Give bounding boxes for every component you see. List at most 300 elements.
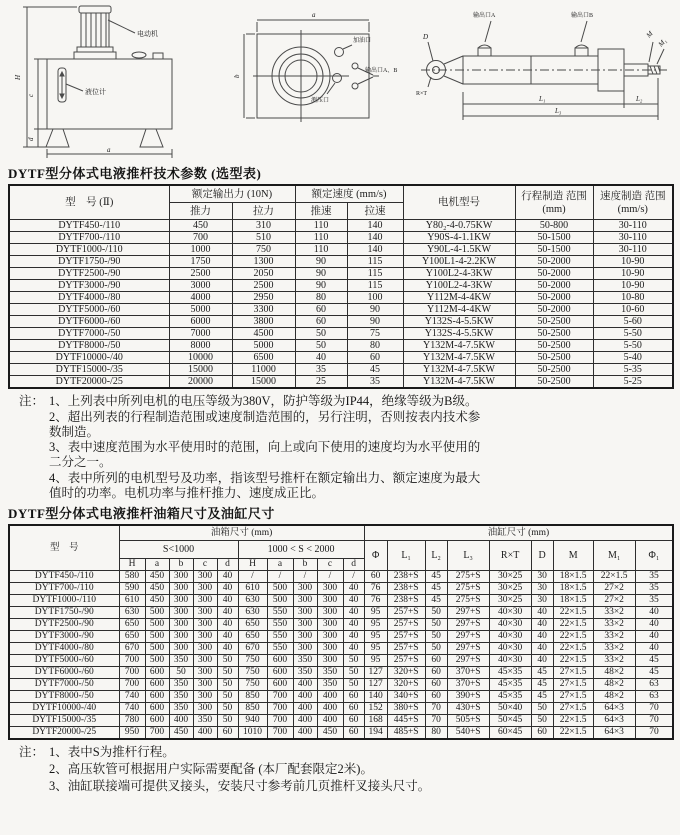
value-cell: 7000 xyxy=(169,328,232,340)
value-cell: 35 xyxy=(635,595,673,607)
value-cell: 60 xyxy=(343,703,364,715)
value-cell: 40 xyxy=(343,607,364,619)
model-cell: DYTF3000-/90 xyxy=(9,280,169,292)
value-cell: 940 xyxy=(238,715,267,727)
value-cell: 500 xyxy=(145,607,169,619)
value-cell: 550 xyxy=(267,607,293,619)
dim-m1-label: M₁ xyxy=(656,36,669,49)
value-cell: 50 xyxy=(217,703,238,715)
value-cell: 50 xyxy=(217,691,238,703)
value-cell: 600 xyxy=(145,667,169,679)
table-row xyxy=(9,292,673,304)
value-cell: 33×2 xyxy=(593,631,635,643)
value-cell: 700 xyxy=(267,715,293,727)
value-cell: 850 xyxy=(238,703,267,715)
value-cell: 50 xyxy=(217,715,238,727)
value-cell: 400 xyxy=(293,691,317,703)
value-cell: 45×35 xyxy=(489,667,531,679)
value-cell: Y100L2-4-3KW xyxy=(403,280,515,292)
col-header-stroke-range: 行程制造 范围 (mm) xyxy=(515,185,593,220)
value-cell: 8000 xyxy=(169,340,232,352)
col-header-b: b xyxy=(293,559,317,571)
value-cell: 45 xyxy=(635,655,673,667)
value-cell: 300 xyxy=(317,631,343,643)
value-cell: 40 xyxy=(635,607,673,619)
value-cell: 110 xyxy=(295,220,347,232)
value-cell: 2950 xyxy=(232,292,295,304)
value-cell: 700 xyxy=(119,679,145,691)
value-cell: 30 xyxy=(531,595,553,607)
value-cell: 40 xyxy=(217,595,238,607)
model-cell: DYTF450-/110 xyxy=(9,571,119,583)
value-cell: 45 xyxy=(347,364,403,376)
note-item: 4、表中所列的电机型号及功率，指该型号推杆在额定输出力、额定速度为最大值时的功率。电机功率与推杆推力、速度成正比。 xyxy=(49,470,481,500)
value-cell: 2050 xyxy=(232,268,295,280)
table-row xyxy=(9,667,673,679)
notes-prefix: 注： xyxy=(19,394,45,408)
value-cell: 40 xyxy=(635,631,673,643)
value-cell: 600 xyxy=(145,691,169,703)
value-cell: 194 xyxy=(364,727,387,740)
value-cell: 50-2000 xyxy=(515,304,593,316)
value-cell: Y90L-4-1.5KW xyxy=(403,244,515,256)
value-cell: 48×2 xyxy=(593,667,635,679)
value-cell: 320+S xyxy=(387,679,425,691)
value-cell: 27×1.5 xyxy=(553,667,593,679)
value-cell: 670 xyxy=(238,643,267,655)
model-cell: DYTF4000-/80 xyxy=(9,643,119,655)
value-cell: 850 xyxy=(238,691,267,703)
value-cell: 610 xyxy=(238,583,267,595)
value-cell: 127 xyxy=(364,667,387,679)
value-cell: 500 xyxy=(145,631,169,643)
dimension-table-body xyxy=(9,571,673,740)
value-cell: Y132S-4-5.5KW xyxy=(403,328,515,340)
level-gauge-label: 液位计 xyxy=(85,88,106,96)
value-cell: 115 xyxy=(347,268,403,280)
value-cell: 450 xyxy=(169,727,193,740)
value-cell: 300 xyxy=(193,679,217,691)
value-cell: 90 xyxy=(347,316,403,328)
notes-block-1 xyxy=(19,394,487,500)
value-cell: 300 xyxy=(293,607,317,619)
value-cell: 3300 xyxy=(232,304,295,316)
value-cell: 500 xyxy=(145,619,169,631)
dim-a-label: a xyxy=(107,146,111,154)
model-cell: DYTF1000-/110 xyxy=(9,244,169,256)
value-cell: 400 xyxy=(317,703,343,715)
value-cell: 20000 xyxy=(169,376,232,389)
value-cell: 50×45 xyxy=(489,715,531,727)
value-cell: 300 xyxy=(169,643,193,655)
value-cell: 80 xyxy=(295,292,347,304)
value-cell: 10-90 xyxy=(593,280,673,292)
value-cell: 60 xyxy=(347,352,403,364)
value-cell: 115 xyxy=(347,280,403,292)
col-header-tank-size: 油箱尺寸 (mm) xyxy=(119,525,364,541)
value-cell: 50-2000 xyxy=(515,292,593,304)
table-row xyxy=(9,364,673,376)
value-cell: 10-90 xyxy=(593,268,673,280)
value-cell: 2500 xyxy=(169,268,232,280)
diagram-strip xyxy=(7,2,673,160)
value-cell: 64×3 xyxy=(593,727,635,740)
value-cell: 60 xyxy=(295,316,347,328)
value-cell: 50 xyxy=(343,655,364,667)
value-cell: 30×25 xyxy=(489,583,531,595)
dim-d-label: D xyxy=(423,33,429,41)
model-cell: DYTF15000-/35 xyxy=(9,364,169,376)
value-cell: 300 xyxy=(193,667,217,679)
value-cell: 40×30 xyxy=(489,619,531,631)
value-cell: 297+S xyxy=(447,655,489,667)
value-cell: 257+S xyxy=(387,619,425,631)
value-cell: 297+S xyxy=(447,607,489,619)
cylinder-diagram xyxy=(415,2,673,160)
value-cell: 45 xyxy=(425,571,447,583)
value-cell: 1000 xyxy=(169,244,232,256)
col-header-phi: Φ xyxy=(364,541,387,571)
notes-prefix: 注： xyxy=(19,745,45,760)
model-cell: DYTF20000-/25 xyxy=(9,727,119,740)
value-cell: 780 xyxy=(119,715,145,727)
value-cell: 50 xyxy=(217,679,238,691)
value-cell: 40 xyxy=(217,607,238,619)
col-header-phi1: Φ₁ xyxy=(635,541,673,571)
value-cell: 257+S xyxy=(387,655,425,667)
value-cell: 370+S xyxy=(447,667,489,679)
value-cell: 300 xyxy=(193,595,217,607)
value-cell: 238+S xyxy=(387,583,425,595)
table-row xyxy=(9,220,673,232)
dim-l1-label: L₁ xyxy=(539,95,546,103)
value-cell: 650 xyxy=(119,631,145,643)
table-row xyxy=(9,304,673,316)
value-cell: 750 xyxy=(238,655,267,667)
value-cell: 11000 xyxy=(232,364,295,376)
cylinder-port-a-label: 输出口A xyxy=(473,13,496,19)
value-cell: 60×45 xyxy=(489,727,531,740)
value-cell: 30×25 xyxy=(489,571,531,583)
value-cell: 90 xyxy=(295,280,347,292)
col-header-c: c xyxy=(193,559,217,571)
note-item: 1、上列表中所列电机的电压等级为380V，防护等级为IP44，绝缘等级为B级。 xyxy=(49,394,478,408)
value-cell: 40 xyxy=(343,631,364,643)
model-cell: DYTF8000-/50 xyxy=(9,691,119,703)
value-cell: 540+S xyxy=(447,727,489,740)
value-cell: 90 xyxy=(347,304,403,316)
model-cell: DYTF4000-/80 xyxy=(9,292,169,304)
value-cell: 400 xyxy=(317,715,343,727)
value-cell: 27×1.5 xyxy=(553,691,593,703)
value-cell: 18×1.5 xyxy=(553,595,593,607)
value-cell: 22×1.5 xyxy=(593,571,635,583)
value-cell: 300 xyxy=(169,619,193,631)
value-cell: 50-800 xyxy=(515,220,593,232)
value-cell: 5000 xyxy=(169,304,232,316)
value-cell: 95 xyxy=(364,631,387,643)
value-cell: 48×2 xyxy=(593,679,635,691)
value-cell: 510 xyxy=(232,232,295,244)
value-cell: 550 xyxy=(267,643,293,655)
value-cell: 257+S xyxy=(387,607,425,619)
value-cell: 30×25 xyxy=(489,595,531,607)
value-cell: 80 xyxy=(347,340,403,352)
value-cell: 700 xyxy=(267,727,293,740)
value-cell: 600 xyxy=(267,655,293,667)
value-cell: 4500 xyxy=(232,328,295,340)
col-header-h: H xyxy=(119,559,145,571)
value-cell: 400 xyxy=(293,703,317,715)
note-item: 3、油缸联接端可提供叉接头，安装尺寸参考前几页推杆叉接头尺寸。 xyxy=(49,778,431,793)
col-header-l1: L₁ xyxy=(387,541,425,571)
value-cell: 50 xyxy=(343,667,364,679)
value-cell: 6500 xyxy=(232,352,295,364)
col-header-h: H xyxy=(238,559,267,571)
value-cell: Y112M-4-4KW xyxy=(403,304,515,316)
dim-h-label: H xyxy=(14,74,22,80)
value-cell: 400 xyxy=(317,691,343,703)
dim-m-label: M xyxy=(644,29,655,40)
output-ports-label: 输出口A、B xyxy=(365,68,398,74)
value-cell: 40 xyxy=(217,583,238,595)
value-cell: 238+S xyxy=(387,595,425,607)
model-cell: DYTF2500-/90 xyxy=(9,619,119,631)
value-cell: 50 xyxy=(425,643,447,655)
value-cell: 40×30 xyxy=(489,643,531,655)
table-row xyxy=(9,316,673,328)
value-cell: 64×3 xyxy=(593,703,635,715)
value-cell: 350 xyxy=(169,679,193,691)
value-cell: 35 xyxy=(347,376,403,389)
value-cell: Y90S-4-1.1KW xyxy=(403,232,515,244)
value-cell: 27×1.5 xyxy=(553,679,593,691)
value-cell: 400 xyxy=(169,715,193,727)
value-cell: 60 xyxy=(343,727,364,740)
dim-a-label: a xyxy=(312,11,316,19)
table-row xyxy=(9,340,673,352)
value-cell: 40 xyxy=(217,643,238,655)
value-cell: 275+S xyxy=(447,595,489,607)
model-cell: DYTF1750-/90 xyxy=(9,607,119,619)
model-cell: DYTF6000-/60 xyxy=(9,667,119,679)
value-cell: 630 xyxy=(238,607,267,619)
value-cell: 50×40 xyxy=(489,703,531,715)
value-cell: 50-2500 xyxy=(515,376,593,389)
value-cell: 10-90 xyxy=(593,256,673,268)
model-cell: DYTF7000-/50 xyxy=(9,328,169,340)
model-cell: DYTF8000-/50 xyxy=(9,340,169,352)
value-cell: Y132M-4-7.5KW xyxy=(403,364,515,376)
value-cell: 5-60 xyxy=(593,316,673,328)
value-cell: 75 xyxy=(347,328,403,340)
value-cell: 297+S xyxy=(447,631,489,643)
value-cell: 40 xyxy=(295,352,347,364)
value-cell: 5-35 xyxy=(593,364,673,376)
value-cell: 300 xyxy=(317,595,343,607)
value-cell: 50 xyxy=(425,631,447,643)
value-cell: 300 xyxy=(169,595,193,607)
value-cell: / xyxy=(293,571,317,583)
col-header-model: 型 号 xyxy=(9,525,119,571)
col-header-m1: M₁ xyxy=(593,541,635,571)
value-cell: Y132S-4-5.5KW xyxy=(403,316,515,328)
value-cell: 50-2500 xyxy=(515,316,593,328)
value-cell: 50 xyxy=(531,715,553,727)
value-cell: 300 xyxy=(193,583,217,595)
table-row xyxy=(9,352,673,364)
value-cell: 580 xyxy=(119,571,145,583)
value-cell: 300 xyxy=(169,571,193,583)
value-cell: 152 xyxy=(364,703,387,715)
value-cell: 50 xyxy=(295,328,347,340)
value-cell: 140 xyxy=(347,244,403,256)
value-cell: 50 xyxy=(343,679,364,691)
value-cell: 60 xyxy=(343,715,364,727)
value-cell: Y132M-4-7.5KW xyxy=(403,352,515,364)
value-cell: 650 xyxy=(238,619,267,631)
value-cell: 40 xyxy=(531,619,553,631)
value-cell: / xyxy=(317,571,343,583)
value-cell: 610 xyxy=(119,595,145,607)
table-row xyxy=(9,571,673,583)
value-cell: 300 xyxy=(169,607,193,619)
value-cell: 60 xyxy=(531,727,553,740)
value-cell: 300 xyxy=(317,643,343,655)
value-cell: 600 xyxy=(267,667,293,679)
value-cell: 750 xyxy=(232,244,295,256)
value-cell: 350 xyxy=(169,691,193,703)
value-cell: 350 xyxy=(317,667,343,679)
value-cell: 300 xyxy=(317,583,343,595)
value-cell: 700 xyxy=(119,655,145,667)
value-cell: 300 xyxy=(293,619,317,631)
value-cell: 350 xyxy=(193,715,217,727)
value-cell: Y132M-4-7.5KW xyxy=(403,376,515,389)
value-cell: 297+S xyxy=(447,619,489,631)
value-cell: 238+S xyxy=(387,571,425,583)
value-cell: Y132M-4-7.5KW xyxy=(403,340,515,352)
value-cell: 700 xyxy=(267,703,293,715)
value-cell: 90 xyxy=(295,256,347,268)
value-cell: 50 xyxy=(425,607,447,619)
table-row xyxy=(9,727,673,740)
value-cell: 297+S xyxy=(447,643,489,655)
table2-title: DYTF型分体式电液推杆油箱尺寸及油缸尺寸 xyxy=(8,506,275,522)
model-cell: DYTF450-/110 xyxy=(9,220,169,232)
value-cell: 90 xyxy=(295,268,347,280)
value-cell: 600 xyxy=(145,703,169,715)
value-cell: 400 xyxy=(293,727,317,740)
value-cell: 40 xyxy=(635,619,673,631)
value-cell: 60 xyxy=(295,304,347,316)
value-cell: 500 xyxy=(145,655,169,667)
value-cell: 22×1.5 xyxy=(553,727,593,740)
table-row xyxy=(9,232,673,244)
spec-table xyxy=(8,184,674,389)
value-cell: 320+S xyxy=(387,667,425,679)
value-cell: / xyxy=(238,571,267,583)
col-header-rated-speed: 额定速度 (mm/s) xyxy=(295,185,403,203)
col-header-d2: d xyxy=(217,559,238,571)
value-cell: 950 xyxy=(119,727,145,740)
note-item: 2、高压软管可根据用户实际需要配备 (本厂配套限定2米)。 xyxy=(49,762,373,776)
dim-b-label: b xyxy=(233,74,241,78)
value-cell: 60 xyxy=(425,691,447,703)
value-cell: 70 xyxy=(425,703,447,715)
col-header-motor: 电机型号 xyxy=(403,185,515,220)
model-cell: DYTF1750-/90 xyxy=(9,256,169,268)
col-header-push-force: 推力 xyxy=(169,203,232,220)
value-cell: 50-2000 xyxy=(515,268,593,280)
table-row xyxy=(9,715,673,727)
note-item: 2、超出列表的行程制造范围或速度制造范围的，另行注明，否则按表内技术参数制造。 xyxy=(49,409,481,439)
value-cell: 70 xyxy=(635,715,673,727)
value-cell: 27×2 xyxy=(593,583,635,595)
value-cell: 110 xyxy=(295,232,347,244)
value-cell: 450 xyxy=(145,571,169,583)
value-cell: 445+S xyxy=(387,715,425,727)
value-cell: 40 xyxy=(217,571,238,583)
value-cell: 300 xyxy=(293,595,317,607)
table-row xyxy=(9,619,673,631)
value-cell: 380+S xyxy=(387,703,425,715)
value-cell: 48×2 xyxy=(593,691,635,703)
value-cell: 3000 xyxy=(169,280,232,292)
table-row xyxy=(9,679,673,691)
table-row xyxy=(9,643,673,655)
value-cell: 590 xyxy=(119,583,145,595)
value-cell: 45 xyxy=(425,583,447,595)
table-row xyxy=(9,376,673,389)
col-header-d2: d xyxy=(343,559,364,571)
model-cell: DYTF2500-/90 xyxy=(9,268,169,280)
value-cell: 22×1.5 xyxy=(553,607,593,619)
value-cell: 1010 xyxy=(238,727,267,740)
col-header-c: c xyxy=(317,559,343,571)
value-cell: 50-1500 xyxy=(515,232,593,244)
col-header-pull-speed: 拉速 xyxy=(347,203,403,220)
col-header-d: D xyxy=(531,541,553,571)
value-cell: 50-1500 xyxy=(515,244,593,256)
value-cell: 76 xyxy=(364,595,387,607)
value-cell: 95 xyxy=(364,619,387,631)
table-row xyxy=(9,583,673,595)
value-cell: 70 xyxy=(635,727,673,740)
value-cell: 45 xyxy=(531,667,553,679)
value-cell: 630 xyxy=(238,595,267,607)
value-cell: 740 xyxy=(119,703,145,715)
col-header-a: a xyxy=(267,559,293,571)
value-cell: 27×1.5 xyxy=(553,703,593,715)
value-cell: 485+S xyxy=(387,727,425,740)
value-cell: 300 xyxy=(193,691,217,703)
value-cell: 22×1.5 xyxy=(553,655,593,667)
value-cell: 670 xyxy=(119,643,145,655)
fill-port-label: 加油口 xyxy=(353,38,372,44)
value-cell: 35 xyxy=(295,364,347,376)
value-cell: 50-2500 xyxy=(515,364,593,376)
value-cell: 450 xyxy=(145,583,169,595)
value-cell: 700 xyxy=(145,727,169,740)
value-cell: 600 xyxy=(267,679,293,691)
col-header-push-speed: 推速 xyxy=(295,203,347,220)
col-header-s-lt-1000: S<1000 xyxy=(119,541,238,559)
value-cell: 45 xyxy=(635,667,673,679)
value-cell: 350 xyxy=(317,679,343,691)
value-cell: 450 xyxy=(317,727,343,740)
value-cell: 340+S xyxy=(387,691,425,703)
